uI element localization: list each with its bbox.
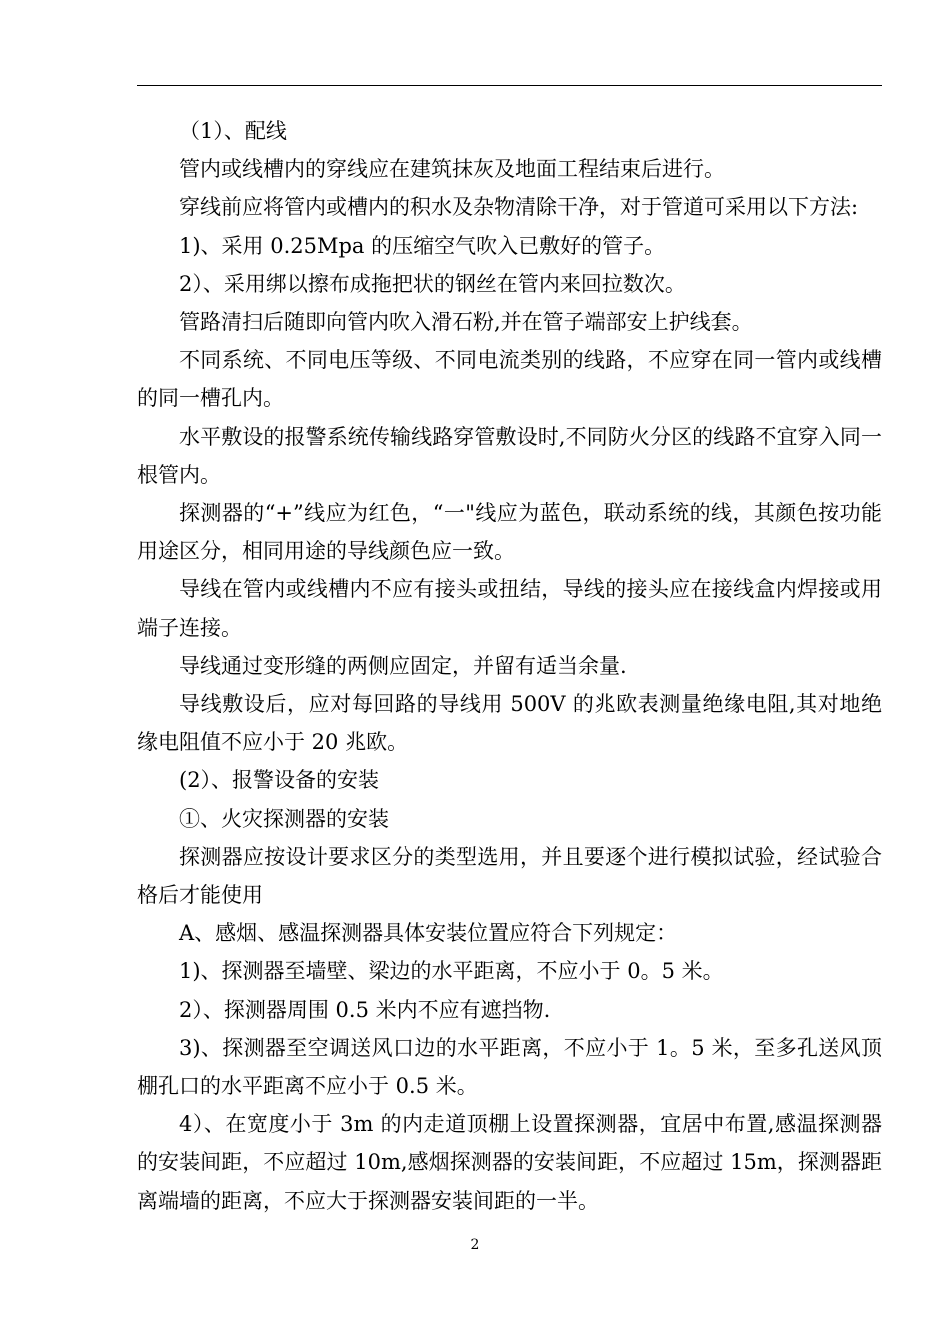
list-item: 3)、探测器至空调送风口边的水平距离，不应小于 1。5 米，至多孔送风顶棚孔口的水平距离不应小于 0.5 米。 — [137, 1035, 882, 1099]
paragraph: 探测器的“+”线应为红色，“一"线应为蓝色，联动系统的线，其颜色按功能用途区分，相同用途的导线颜色应一致。 — [137, 501, 882, 564]
page-number: 2 — [470, 1237, 480, 1253]
section-heading-wiring: （1）、配线 — [179, 119, 287, 143]
document-body — [137, 112, 882, 1220]
paragraph: 导线通过变形缝的两侧应固定，并留有适当余量. — [179, 653, 627, 678]
list-item: 1)、采用 0.25Mpa 的压缩空气吹入已敷好的管子。 — [179, 233, 666, 258]
paragraph: A、感烟、感温探测器具体安装位置应符合下列规定： — [179, 921, 678, 946]
paragraph: 导线在管内或线槽内不应有接头或扭结，导线的接头应在接线盒内焊接或用端子连接。 — [137, 577, 882, 640]
paragraph: 探测器应按设计要求区分的类型选用，并且要逐个进行模拟试验，经试验合格后才能使用 — [137, 844, 882, 908]
paragraph: 管内或线槽内的穿线应在建筑抹灰及地面工程结束后进行。 — [179, 157, 725, 182]
list-item: 1)、探测器至墙壁、梁边的水平距离，不应小于 0。5 米。 — [179, 959, 724, 984]
paragraph: 导线敷设后，应对每回路的导线用 500V 的兆欧表测量绝缘电阻,其对地绝缘电阻值不应小于 20 兆欧。 — [137, 692, 882, 755]
list-item: 2）、探测器周围 0.5 米内不应有遮挡物. — [179, 997, 551, 1022]
list-item: 2）、采用绑以擦布成拖把状的钢丝在管内来回拉数次。 — [179, 271, 686, 296]
paragraph: 穿线前应将管内或槽内的积水及杂物清除干净，对于管道可采用以下方法: — [179, 195, 859, 220]
list-item: 4）、在宽度小于 3m 的内走道顶棚上设置探测器，宜居中布置,感温探测器的安装间距，不应超过 10m,感烟探测器的安装间距，不应超过 15m，探测器距离端墙的距离，不应大于探测器安装间距的一半。 — [137, 1112, 882, 1213]
paragraph: 不同系统、不同电压等级、不同电流类别的线路，不应穿在同一管内或线槽的同一槽孔内。 — [137, 348, 882, 411]
paragraph: 管路清扫后随即向管内吹入滑石粉,并在管子端部安上护线套。 — [179, 310, 753, 335]
paragraph: 水平敷设的报警系统传输线路穿管敷设时,不同防火分区的线路不宜穿入同一根管内。 — [137, 424, 882, 487]
header-rule — [137, 85, 882, 86]
section-heading-alarm-equipment: (2）、报警设备的安装 — [179, 768, 380, 793]
subsection-heading-detector: ①、火灾探测器的安装 — [179, 806, 389, 831]
